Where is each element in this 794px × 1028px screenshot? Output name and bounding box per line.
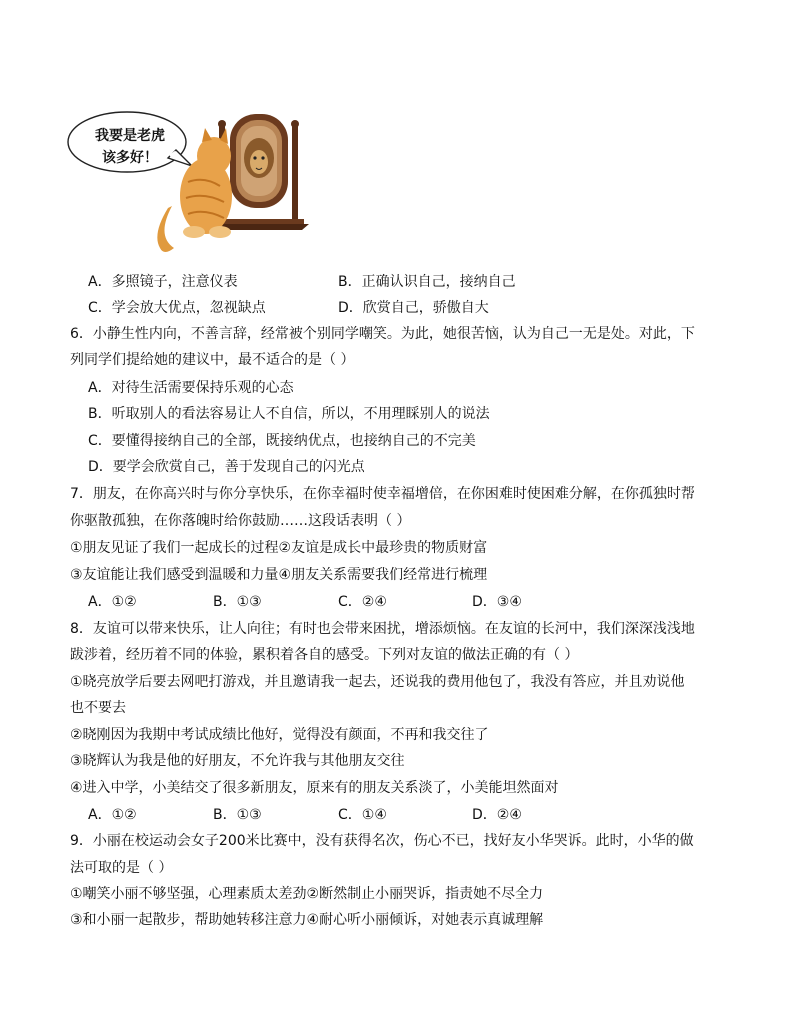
q5-option-b[interactable]: B．正确认识自己，接纳自己 (338, 274, 516, 290)
q7-options-row (88, 592, 688, 612)
q8-item-2: ②晓刚因为我期中考试成绩比他好，觉得没有颜面，不再和我交往了 (70, 727, 489, 743)
q8-item-3: ③晓辉认为我是他的好朋友，不允许我与其他朋友交往 (70, 753, 405, 769)
speech-bubble-text (90, 125, 170, 169)
q6-option-c[interactable]: C．要懂得接纳自己的全部，既接纳优点，也接纳自己的不完美 (88, 433, 476, 449)
q7-option-d[interactable]: D．③④ (472, 594, 522, 610)
q7-item-line-1: ①朋友见证了我们一起成长的过程②友谊是成长中最珍贵的物质财富 (70, 540, 488, 556)
q8-stem-line-1: 8．友谊可以带来快乐，让人向往；有时也会带来困扰，增添烦恼。在友谊的长河中，我们深深浅浅地 (70, 621, 695, 637)
q6-option-a[interactable]: A．对待生活需要保持乐观的心态 (88, 380, 294, 396)
q5-option-c[interactable]: C．学会放大优点，忽视缺点 (88, 300, 266, 316)
q8-option-d[interactable]: D．②④ (472, 807, 522, 823)
bubble-line-2: 该多好！ (102, 150, 158, 166)
bubble-line-1: 我要是老虎 (95, 128, 165, 144)
q8-item-1-line-1: ①晓亮放学后要去网吧打游戏，并且邀请我一起去，还说我的费用他包了，我没有答应，并且劝说他 (70, 674, 685, 690)
q6-stem-line-2: 列同学们提给她的建议中，最不适合的是（ ） (70, 352, 355, 368)
q5-options-row-2 (88, 298, 688, 318)
q7-stem-line-2: 你驱散孤独，在你落魄时给你鼓励……这段话表明（ ） (70, 513, 411, 529)
q7-item-line-2: ③友谊能让我们感受到温暖和力量④朋友关系需要我们经常进行梳理 (70, 567, 488, 583)
q8-option-c[interactable]: C．①④ (338, 807, 387, 823)
q5-option-a[interactable]: A．多照镜子，注意仪表 (88, 274, 238, 290)
q8-item-1-line-2: 也不要去 (70, 700, 126, 716)
q6-option-d[interactable]: D．要学会欣赏自己，善于发现自己的闪光点 (88, 459, 365, 475)
q8-stem-line-2: 跋涉着，经历着不同的体验，累积着各自的感受。下列对友谊的做法正确的有（ ） (70, 647, 579, 663)
q7-option-c[interactable]: C．②④ (338, 594, 387, 610)
q6-option-b[interactable]: B．听取别人的看法容易让人不自信，所以，不用理睬别人的说法 (88, 406, 490, 422)
cat-mirror-illustration (64, 96, 314, 261)
q8-option-b[interactable]: B．①③ (213, 807, 262, 823)
q7-option-b[interactable]: B．①③ (213, 594, 262, 610)
q9-item-line-1: ①嘲笑小丽不够坚强，心理素质太差劲②断然制止小丽哭诉，指责她不尽全力 (70, 886, 544, 902)
q5-options-row-1 (88, 272, 688, 292)
q7-stem-line-1: 7．朋友，在你高兴时与你分享快乐，在你幸福时使幸福增倍，在你困难时使困难分解，在你孤独时帮 (70, 486, 695, 502)
q7-option-a[interactable]: A．①② (88, 594, 137, 610)
q9-item-line-2: ③和小丽一起散步，帮助她转移注意力④耐心听小丽倾诉，对她表示真诚理解 (70, 912, 544, 928)
q5-option-d[interactable]: D．欣赏自己，骄傲自大 (338, 300, 489, 316)
q9-stem-line-1: 9．小丽在校运动会女子200米比赛中，没有获得名次，伤心不已，找好友小华哭诉。此时，小华的做 (70, 833, 694, 849)
q8-item-4: ④进入中学，小美结交了很多新朋友，原来有的朋友关系淡了，小美能坦然面对 (70, 780, 559, 796)
q8-option-a[interactable]: A．①② (88, 807, 137, 823)
q6-stem-line-1: 6．小静生性内向，不善言辞，经常被个别同学嘲笑。为此，她很苦恼，认为自己一无是处。对此，下 (70, 326, 695, 342)
q9-stem-line-2: 法可取的是（ ） (70, 860, 173, 876)
q8-options-row (88, 805, 688, 825)
